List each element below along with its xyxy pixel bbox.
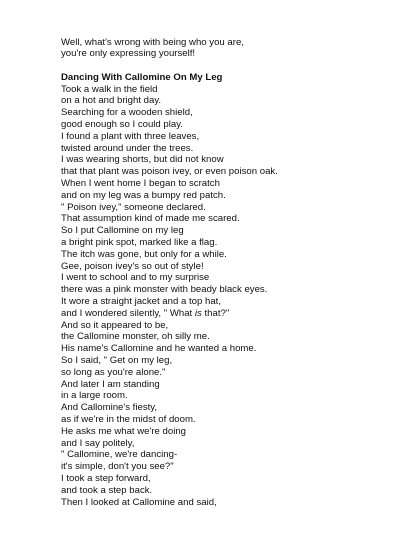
poem-line: so long as you're alone." <box>61 366 166 378</box>
poem-line: as if we're in the midst of doom. <box>61 414 196 425</box>
poem-line: Gee, poison ivey's so out of style! <box>61 260 204 272</box>
poem-line: I was wearing shorts, but did not know <box>61 154 224 166</box>
poem-title: Dancing With Callomine On My Leg <box>61 71 223 83</box>
poem-line: And later I am standing <box>61 378 160 390</box>
poem-line: And so it appeared to be, <box>61 319 169 331</box>
poem-line: He asks me what we're doing <box>61 425 187 437</box>
italic-word: is <box>194 307 202 319</box>
poem-line: It wore a straight jacket and a top hat, <box>61 296 221 308</box>
poem-line: in a large room. <box>61 390 128 402</box>
poem-line: I went to school and to my surprise <box>61 272 210 284</box>
poem-text-block <box>61 37 401 509</box>
poem-line: twisted around under the trees. <box>61 142 194 154</box>
poem-line-with-italic <box>61 308 401 320</box>
poem-line: on a hot and bright day. <box>61 95 162 107</box>
poem-line: Then I looked at Callomine and said, <box>61 496 217 508</box>
poem-line: I found a plant with three leaves, <box>61 130 200 142</box>
poem-line: The itch was gone, but only for a while. <box>61 248 227 260</box>
poem-line: and on my leg was a bumpy red patch. <box>61 189 226 201</box>
poem-line: Searching for a wooden shield, <box>61 107 193 119</box>
poem-line: His name's Callomine and he wanted a home. <box>61 343 257 355</box>
poem-line: Took a walk in the field <box>61 83 158 95</box>
poem-line: When I went home I began to scratch <box>61 178 220 190</box>
poem-line: " Callomine, we're dancing- <box>61 449 178 461</box>
poem-line: it's simple, don't you see?" <box>61 461 174 473</box>
poem-line: good enough so I could play. <box>61 119 183 131</box>
poem-line: That assumption kind of made me scared. <box>61 213 240 225</box>
poem-line: and I say politely, <box>61 437 135 449</box>
poem-line: I took a step forward, <box>61 472 151 484</box>
poem-line: " Poison ivey," someone declared. <box>61 201 206 213</box>
intro-line: you're only expressing yourself! <box>61 48 196 60</box>
poem-line: So I said, " Get on my leg, <box>61 355 173 367</box>
poem-line: and took a step back. <box>61 484 153 496</box>
poem-line: the Callomine monster, oh silly me. <box>61 331 210 343</box>
poem-line: that that plant was poison ivey, or even poison oak. <box>61 166 278 178</box>
poem-line: And Callomine's fiesty, <box>61 402 158 414</box>
stanza-gap <box>61 60 401 72</box>
poem-line: there was a pink monster with beady black eyes. <box>61 284 268 296</box>
poem-line-head: and I wondered silently, " What <box>61 307 195 319</box>
poem-line: a bright pink spot, marked like a flag. <box>61 237 218 249</box>
poem-line-tail: that?" <box>201 307 230 319</box>
poem-line: So I put Callomine on my leg <box>61 225 184 237</box>
intro-line: Well, what's wrong with being who you are, <box>61 36 244 48</box>
